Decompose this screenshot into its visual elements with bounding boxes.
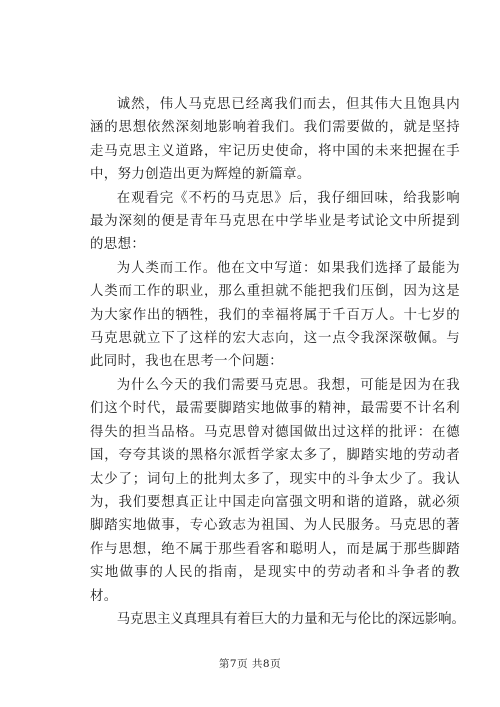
paragraph: 为什么今天的我们需要马克思。我想，可能是因为在我们这个时代，最需要脚踏实地做事的精神，最需要不计名利得失的担当品格。马克思曾对德国做出过这样的批评：在德国，夸夸其谈的黑格尔派哲学家太多了，脚踏实地的劳动者太少了；词句上的批判太多了，现实中的斗争太少了。我认为，我们要想真正让中国走向富强文明和谐的道路，就必须脚踏实地做事，专心致志为祖国、为人民服务。马克思的著作与思想，绝不属于那些看客和聪明人，而是属于那些脚踏实地做事的人民的指南，是现实中的劳动者和斗争者的教材。 [90,377,460,604]
document-body [90,93,465,631]
paragraph: 马克思主义真理具有着巨大的力量和无与伦比的深远影响。 [116,611,465,627]
page-number-footer: 第7页 共8页 [218,658,282,670]
paragraph: 在观看完《不朽的马克思》后，我仔细回味，给我影响最为深刻的便是青年马克思在中学毕业是考试论文中所提到的思想： [90,190,460,253]
paragraph: 为人类而工作。他在文中写道：如果我们选择了最能为人类而工作的职业，那么重担就不能把我们压倒，因为这是为大家作出的牺牲，我们的幸福将属于千百万人。十七岁的马克思就立下了这样的宏大志向，这一点令我深深敬佩。与此同时，我也在思考一个问题： [90,260,460,370]
paragraph: 诚然，伟人马克思已经离我们而去，但其伟大且饱具内涵的思想依然深刻地影响着我们。我们需要做的，就是坚持走马克思主义道路，牢记历史使命，将中国的未来把握在手中，努力创造出更为辉煌的新篇章。 [90,97,460,183]
